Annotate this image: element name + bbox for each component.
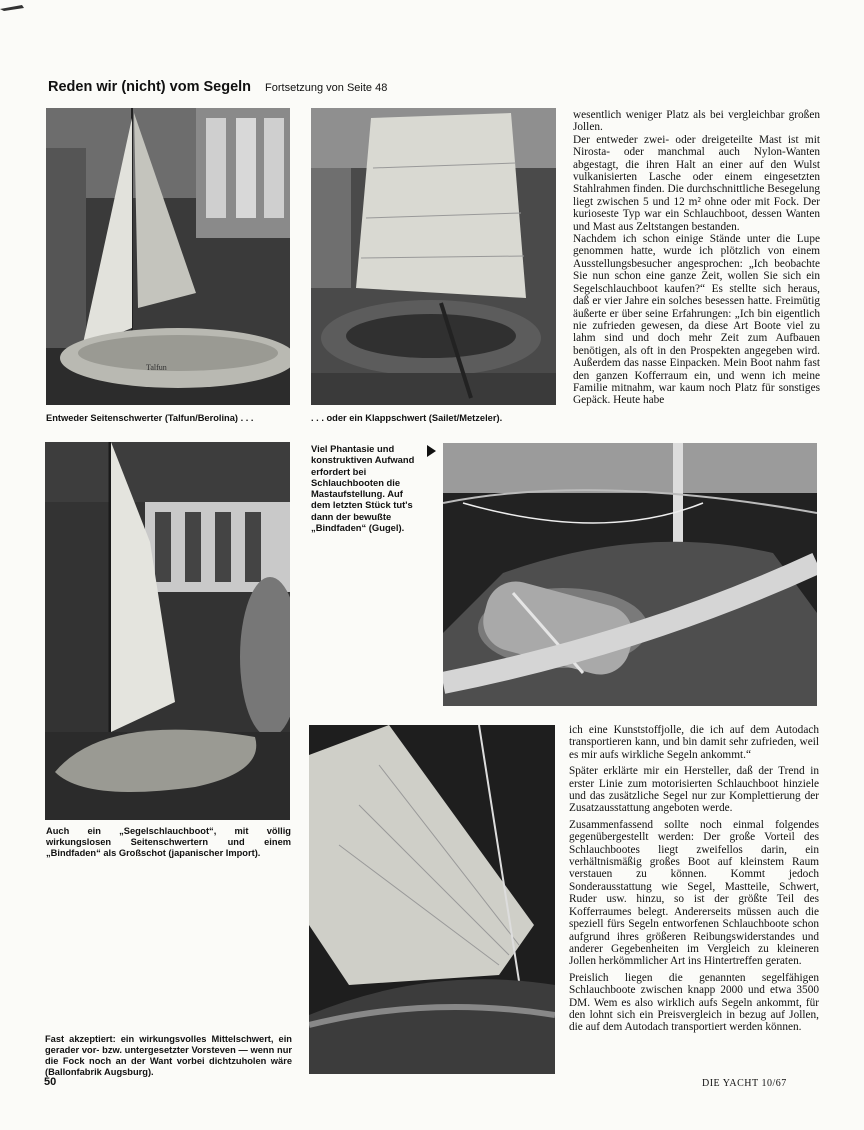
article-header bbox=[48, 78, 387, 96]
article-title: Reden wir (nicht) vom Segeln bbox=[48, 79, 252, 95]
page-number: 50 bbox=[44, 1076, 57, 1088]
caption-mast-detail: Viel Phantasie und konstruktiven Aufwand erfordert bei Schlauchbooten die Mastaufstellung. Auf dem letzten Stück tut's dann der bewußte „Bindfaden“ (Gugel). bbox=[311, 443, 415, 534]
photo-augsburg-boat bbox=[309, 725, 555, 1074]
caption-sailet: . . . oder ein Klappschwert (Sailet/Metzeler). bbox=[311, 413, 503, 423]
caption-augsburg-boat: Fast akzeptiert: ein wirkungsvolles Mittelschwert, ein gerader vor- bzw. untergesetzter Vorsteven — wenn nur die Fock noch an der Want vorbei dichtzuholen wäre (Ballonfabrik Augsburg). bbox=[45, 1034, 292, 1077]
article-paragraph: Zusammenfassend sollte noch einmal folgendes gegenübergestellt werden: Der große Vorteil des Schlauchbootes liegt zweifellos darin, ein verhältnismäßig großes Boot auf kleinstem Raum verstauen zu können. Kommt jedoch Sonderausstattung wie Segel, Mastteile, Schwert, Ruder usw. hinzu, so ist der größte Teil des Kofferraumes belegt. Andererseits müssen auch die speziell fürs Segeln entworfenen Schlauchboote schon aufgrund ihres größeren Reibungswiderstandes und anderer Gegebenheiten im Vergleich zu kleineren Jollen herkömmlicher Art ins Hintertreffen geraten. bbox=[569, 818, 819, 968]
continuation-note: Fortsetzung von Seite 48 bbox=[265, 82, 388, 94]
article-paragraph: wesentlich weniger Platz als bei vergleichbar großen Jollen. bbox=[573, 109, 820, 134]
scan-corner-mark bbox=[0, 0, 26, 10]
photo-mast-detail bbox=[443, 443, 817, 706]
article-text-top bbox=[573, 109, 820, 429]
article-paragraph: Später erklärte mir ein Hersteller, daß der Trend in erster Linie zum motorisierten Schlauchboot hinziele und das zusätzliche Segel nur zur Komplettierung der Zusatzausstattung angeboten werde. bbox=[569, 765, 819, 815]
arrow-right-icon bbox=[427, 445, 436, 457]
caption-talfun: Entweder Seitenschwerter (Talfun/Berolina) . . . bbox=[46, 413, 254, 423]
photo-japanese-boat bbox=[45, 442, 290, 820]
caption-japanese-boat: Auch ein „Segelschlauchboot“, mit völlig wirkungslosen Seitenschwertern und einem „Bindfaden“ als Großschot (japanischer Import). bbox=[46, 826, 291, 858]
svg-text:Talfun: Talfun bbox=[146, 363, 167, 372]
photo-talfun-boat bbox=[46, 108, 290, 405]
photo-sailet-boat bbox=[311, 108, 556, 405]
article-text-bottom bbox=[569, 724, 819, 1076]
article-paragraph: Der entweder zwei- oder dreigeteilte Mast ist mit Nirosta- oder manchmal auch Nylon-Wanten abgestagt, die ihren Halt an einer auf den Wulst vulkanisierten Lasche oder einem eingesetzten Stahlrahmen finden. Die durchschnittliche Besegelung liegt zwischen 5 und 12 m² ohne oder mit Fock. Der kurioseste Typ war ein Schlauchboot, dessen Wanten und Mast aus Zeltstangen bestanden. bbox=[573, 133, 820, 233]
article-paragraph: Preislich liegen die genannten segelfähigen Schlauchboote zwischen knapp 2000 und etwa 3500 DM. Wem es also wirklich aufs Segeln ankommt, für den lohnt sich ein Preisvergleich in bezug auf Jollen, die auf dem Autodach transportiert werden können. bbox=[569, 971, 819, 1034]
article-paragraph: ich eine Kunststoffjolle, die ich auf dem Autodach transportieren kann, und bin damit sehr zufrieden, weil es mir aufs wirkliche Segeln ankommt.“ bbox=[569, 724, 819, 761]
article-paragraph: Nachdem ich schon einige Stände unter die Lupe genommen hatte, wurde ich plötzlich von einem Ausstellungsbesucher angesprochen: „Ich beobachte Sie nun schon eine ganze Zeit, wollen Sie sich ein Segelschlauchboot kaufen?“ Es stellte sich heraus, daß er vier Jahre ein solches besessen hatte. Freimütig äußerte er über seine Erfahrungen: „Ich bin eigentlich nie zufrieden gewesen, da diese Art Boote viel zu lahm sind und doch mehr Zeit zum Aufbauen benötigen, als oft in den Prospekten angegeben wird. Außerdem das nasse Einpacken. Mein Boot nahm fast den ganzen Kofferraum ein, und wenn ich meine Familie mitnahm, war kaum noch Platz für sonstiges Gepäck. Heute habe bbox=[573, 233, 820, 407]
magazine-issue: DIE YACHT 10/67 bbox=[702, 1078, 787, 1089]
